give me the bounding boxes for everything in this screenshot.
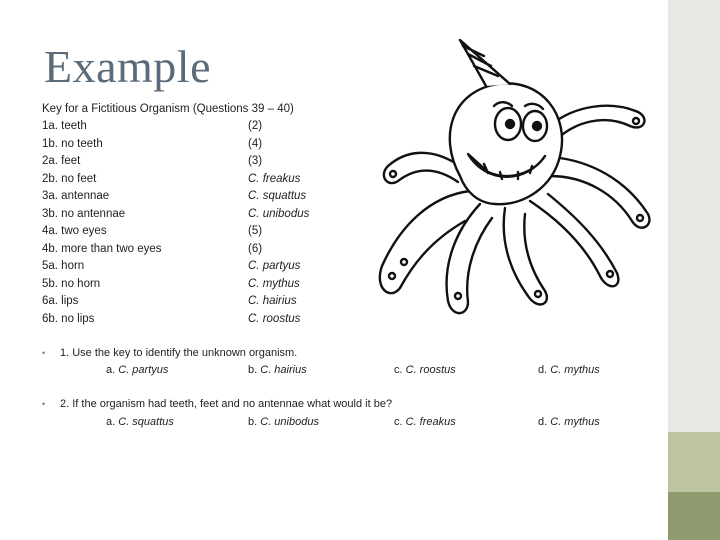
key-step: 3a. antennae bbox=[42, 190, 110, 202]
key-result: C. squattus bbox=[248, 190, 307, 202]
choice-1d: d. C. mythus bbox=[538, 364, 600, 376]
key-step: 6a. lips bbox=[42, 295, 79, 307]
key-step: 2a. feet bbox=[42, 155, 81, 167]
bullet: • bbox=[42, 399, 46, 409]
octopus-unicorn-illustration bbox=[360, 26, 660, 326]
key-step: 3b. no antennae bbox=[42, 207, 126, 220]
key-result: (4) bbox=[248, 137, 263, 150]
key-step: 1b. no teeth bbox=[42, 137, 103, 150]
key-result: (5) bbox=[248, 225, 263, 237]
key-result: C. roostus bbox=[248, 312, 301, 325]
sidebar-band-light bbox=[668, 432, 720, 492]
bullet: • bbox=[42, 348, 46, 358]
key-step: 4a. two eyes bbox=[42, 225, 107, 237]
choice-2b: b. C. unibodus bbox=[248, 416, 319, 428]
key-result: C. hairius bbox=[248, 295, 297, 307]
key-result: C. mythus bbox=[248, 277, 300, 290]
key-result: (2) bbox=[248, 120, 263, 132]
choice-2c: c. C. freakus bbox=[394, 416, 456, 428]
question-2-text: 2. If the organism had teeth, feet and no antennae what would it be? bbox=[60, 398, 393, 410]
choice-1c: c. C. roostus bbox=[394, 364, 456, 376]
key-result: (6) bbox=[248, 242, 263, 255]
key-step: 4b. more than two eyes bbox=[42, 242, 162, 255]
choice-2d: d. C. mythus bbox=[538, 416, 600, 428]
sidebar-band-dark bbox=[668, 492, 720, 540]
key-step: 2b. no feet bbox=[42, 172, 97, 185]
choice-2a: a. C. squattus bbox=[106, 416, 174, 428]
key-result: C. freakus bbox=[248, 172, 301, 185]
key-result: (3) bbox=[248, 155, 263, 167]
key-result: C. unibodus bbox=[248, 207, 310, 220]
key-step: 1a. teeth bbox=[42, 120, 87, 132]
choice-1a: a. C. partyus bbox=[106, 364, 169, 376]
key-step: 5a. horn bbox=[42, 260, 85, 272]
key-step: 6b. no lips bbox=[42, 312, 95, 325]
slide-title: Example bbox=[44, 41, 211, 92]
key-heading: Key for a Fictitious Organism (Questions 39 – 40) bbox=[42, 103, 294, 115]
key-result: C. partyus bbox=[248, 260, 301, 272]
key-step: 5b. no horn bbox=[42, 277, 101, 290]
choice-1b: b. C. hairius bbox=[248, 364, 307, 376]
question-1-text: 1. Use the key to identify the unknown organism. bbox=[60, 347, 298, 359]
